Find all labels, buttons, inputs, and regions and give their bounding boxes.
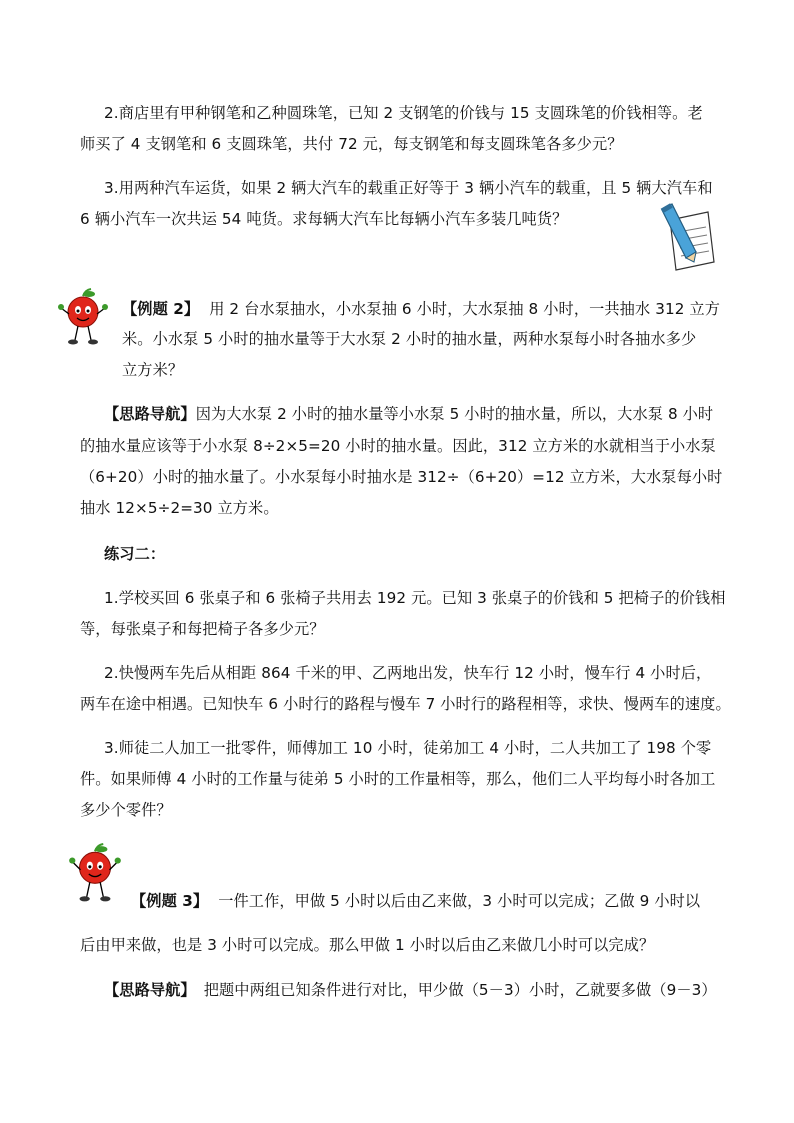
- practice-2-item-3-line-3: 多少个零件？: [80, 801, 172, 819]
- practice-2-item-2-line-1: 2.快慢两车先后从相距 864 千米的甲、乙两地出发，快车行 12 小时，慢车行 4 小时后，: [104, 664, 712, 682]
- problem-2-line-1: 2.商店里有甲种钢笔和乙种圆珠笔，已知 2 支钢笔的价钱与 15 支圆珠笔的价钱相等。老: [104, 104, 703, 122]
- guide-2-line-4: 抽水 12×5÷2=30 立方米。: [80, 499, 279, 517]
- example-3-line-2: 后由甲来做，也是 3 小时可以完成。那么甲做 1 小时以后由乙来做几小时可以完成？: [80, 936, 655, 954]
- example-2-line-1: [122, 299, 720, 319]
- guide-2-line-3: （6+20）小时的抽水量了。小水泵每小时抽水是 312÷（6+20）=12 立方米，大水泵每小时: [80, 468, 723, 486]
- example-2-text-1: 用 2 台水泵抽水，小水泵抽 6 小时，大水泵抽 8 小时，一共抽水 312 立方: [209, 300, 720, 318]
- example-2-line-2: 米。小水泵 5 小时的抽水量等于大水泵 2 小时的抽水量，两种水泵每小时各抽水多少: [122, 330, 697, 348]
- guide-3-text-1: 把题中两组已知条件进行对比，甲少做（5－3）小时，乙就要多做（9－3）: [203, 981, 717, 999]
- pen-paper-icon: [656, 202, 716, 272]
- practice-2-item-1-line-2: 等，每张桌子和每把椅子各多少元？: [80, 620, 325, 638]
- problem-3-line-2: 6 辆小汽车一次共运 54 吨货。求每辆大汽车比每辆小汽车多装几吨货？: [80, 210, 568, 228]
- practice-2-item-2-line-2: 两车在途中相遇。已知快车 6 小时行的路程与慢车 7 小时行的路程相等，求快、慢两车的速度。: [80, 695, 731, 713]
- practice-2-heading: 练习二：: [104, 545, 166, 563]
- example-3-label: 【例题 3】: [131, 892, 209, 910]
- example-2-line-3: 立方米？: [122, 361, 184, 379]
- guide-2-text-1: 因为大水泵 2 小时的抽水量等小水泵 5 小时的抽水量，所以，大水泵 8 小时: [195, 405, 714, 423]
- apple-mascot-icon: [58, 288, 108, 348]
- guide-2-line-2: 的抽水量应该等于小水泵 8÷2×5=20 小时的抽水量。因此，312 立方米的水就相当于小水泵: [80, 437, 716, 455]
- example-3-text-1: 一件工作，甲做 5 小时以后由乙来做，3 小时可以完成；乙做 9 小时以: [218, 892, 701, 910]
- problem-2-line-2: 师买了 4 支钢笔和 6 支圆珠笔，共付 72 元，每支钢笔和每支圆珠笔各多少元？: [80, 135, 623, 153]
- problem-3-line-1: 3.用两种汽车运货，如果 2 辆大汽车的载重正好等于 3 辆小汽车的载重，且 5 辆大汽车和: [104, 179, 713, 197]
- practice-2-item-3-line-1: 3.师徒二人加工一批零件，师傅加工 10 小时，徒弟加工 4 小时，二人共加工了 198 个零: [104, 739, 712, 757]
- apple-mascot-icon: [68, 843, 122, 905]
- guide-2-label: 【思路导航】: [104, 405, 196, 423]
- practice-2-item-1-line-1: 1.学校买回 6 张桌子和 6 张椅子共用去 192 元。已知 3 张桌子的价钱和 5 把椅子的价钱相: [104, 589, 726, 607]
- practice-2-item-3-line-2: 件。如果师傅 4 小时的工作量与徒弟 5 小时的工作量相等，那么，他们二人平均每小时各加工: [80, 770, 716, 788]
- guide-3-label: 【思路导航】: [104, 981, 196, 999]
- guide-2-line-1: [104, 404, 713, 424]
- example-3-line-1: [131, 891, 700, 911]
- guide-3-line-1: [104, 980, 717, 1000]
- example-2-label: 【例题 2】: [122, 300, 200, 318]
